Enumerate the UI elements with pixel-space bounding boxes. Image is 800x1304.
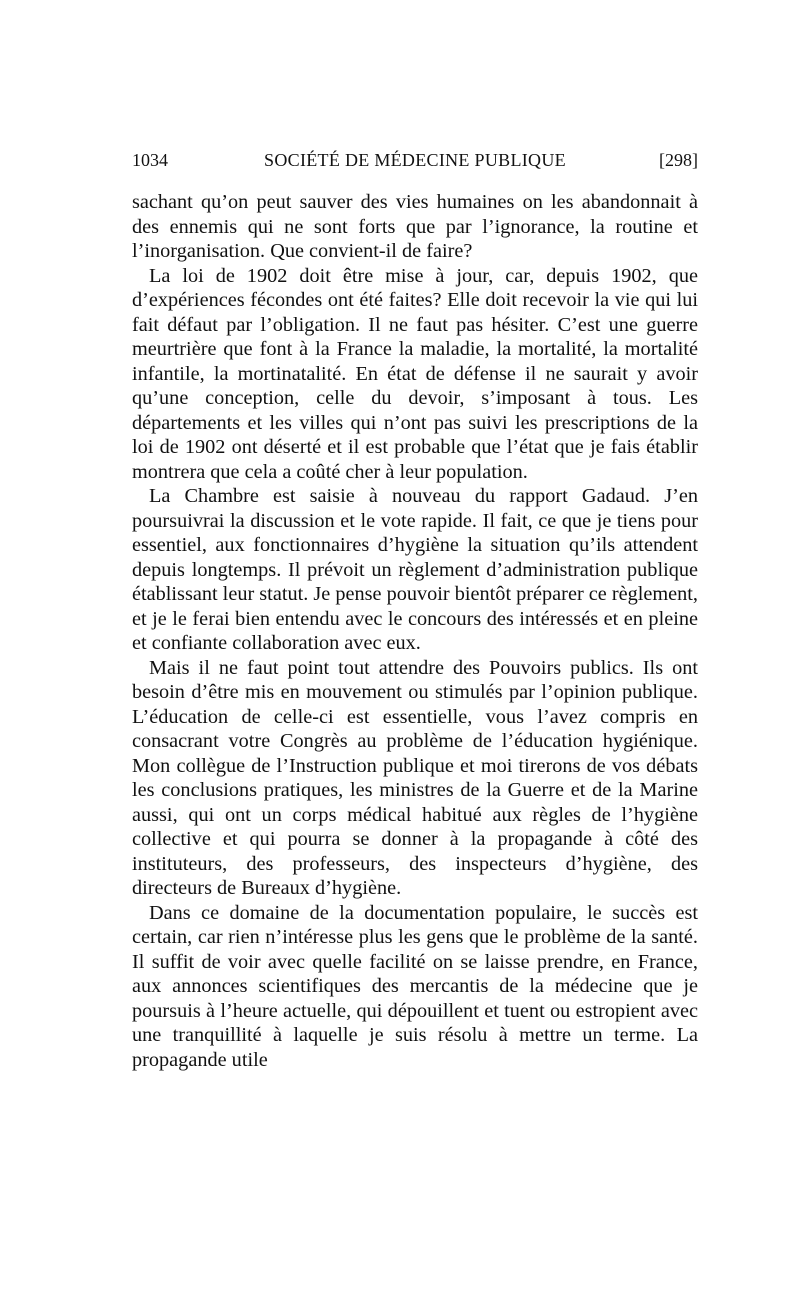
- paragraph-documentation: Dans ce domaine de la documentation populaire, le succès est certain, car rien n’intéresse plus les gens que le problème de la santé. Il suffit de voir avec quelle facilité on se laisse prendre, en France, aux annonces scientifiques des mercantis de la médecine que je poursuis à l’heure actuelle, qui dépouillent et tuent ou estropient avec une tranquillité à laquelle je suis résolu à mettre un terme. La propagande utile: [132, 901, 698, 1071]
- page-number: 1034: [132, 150, 168, 170]
- paragraph-pouvoirs-publics: Mais il ne faut point tout attendre des Pouvoirs publics. Ils ont besoin d’être mis en mouvement ou stimulés par l’opinion publique. L’éducation de celle-ci est essentielle, vous l’avez compris en consacrant votre Congrès au problème de l’éducation hygiénique. Mon collègue de l’Instruction publique et moi tirerons de vos débats les conclusions pratiques, les ministres de la Guerre et de la Marine aussi, qui ont un corps médical habitué aux règles de l’hygiène collective et qui pourra se donner à la propagande à côté des instituteurs, des professeurs, des inspecteurs d’hygiène, des directeurs de Bureaux d’hygiène.: [132, 656, 698, 899]
- running-header: [132, 150, 698, 176]
- running-title: SOCIÉTÉ DE MÉDECINE PUBLIQUE: [264, 150, 566, 170]
- paragraph-continued: sachant qu’on peut sauver des vies humaines on les abandonnait à des ennemis qui ne sont forts que par l’ignorance, la routine et l’inorganisation. Que convient-il de faire?: [132, 191, 698, 262]
- body-text: [132, 190, 698, 1072]
- paragraph-loi-1902: La loi de 1902 doit être mise à jour, car, depuis 1902, que d’expériences fécondes ont été faites? Elle doit recevoir la vie qui lui fait défaut par l’obligation. Il ne faut pas hésiter. C’est une guerre meurtrière que font à la France la maladie, la mortalité, la mortalité infantile, la mortinatalité. En état de défense il ne saurait y avoir qu’une conception, celle du devoir, s’imposant à tous. Les départements et les villes qui n’ont pas suivi les prescriptions de la loi de 1902 ont déserté et il est probable que l’état que je fais établir montrera que cela a coûté cher à leur population.: [132, 264, 698, 483]
- bracket-number: [298]: [659, 150, 698, 170]
- paragraph-chambre: La Chambre est saisie à nouveau du rapport Gadaud. J’en poursuivrai la discussion et le vote rapide. Il fait, ce que je tiens pour essentiel, aux fonctionnaires d’hygiène la situation qu’ils attendent depuis longtemps. Il prévoit un règlement d’administration publique établissant leur statut. Je pense pouvoir bientôt préparer ce règlement, et je le ferai bien entendu avec le concours des intéressés et en pleine et confiante collaboration avec eux.: [132, 485, 698, 654]
